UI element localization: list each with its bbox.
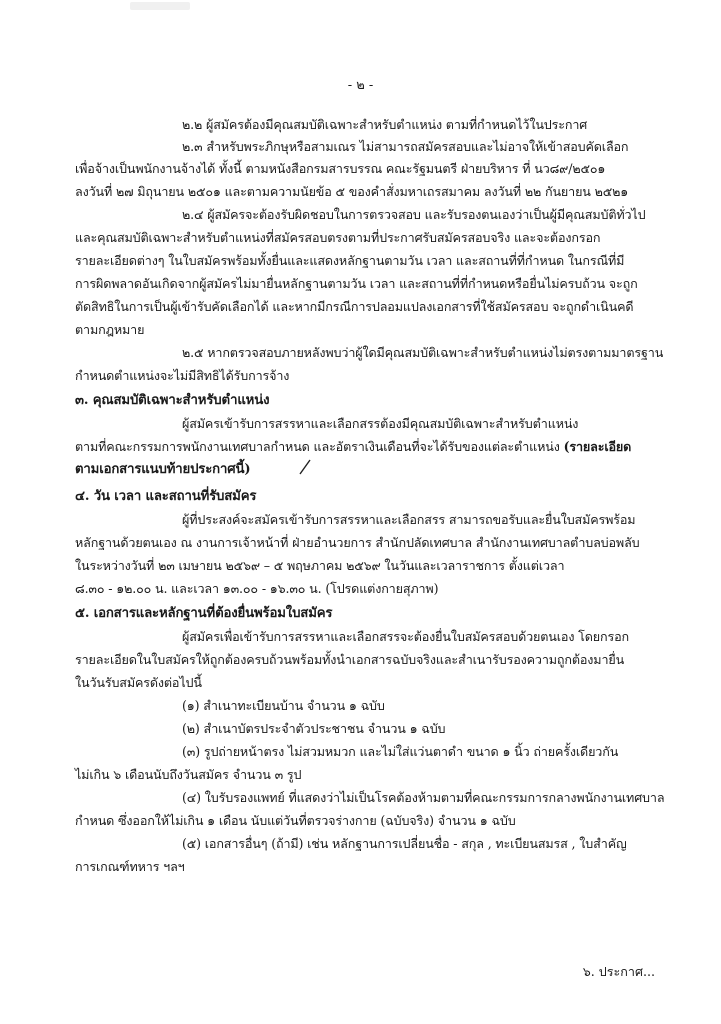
text-line: หลักฐานด้วยตนเอง ณ งานการเจ้าหน้าที่ ฝ่ายอำนวยการ สำนักปลัดเทศบาล สำนักงานเทศบาลตำบลบ่อพลับ	[75, 535, 640, 550]
text-line: ผู้ที่ประสงค์จะสมัครเข้ารับการสรรหาและเลือกสรร สามารถขอรับและยื่นใบสมัครพร้อม	[182, 512, 636, 527]
text-line: ตัดสิทธิในการเป็นผู้เข้ารับคัดเลือกได้ และหากมีกรณีการปลอมแปลงเอกสารที่ใช้สมัครสอบ จะถูกดำเนินคดี	[75, 299, 634, 314]
doc-item-4: (๔) ใบรับรองแพทย์ ที่แสดงว่าไม่เป็นโรคต้องห้ามตามที่คณะกรรมการกลางพนักงานเทศบาล	[182, 790, 665, 805]
text-line: รายละเอียดในใบสมัครให้ถูกต้องครบถ้วนพร้อมทั้งนำเอกสารฉบับจริงและสำเนารับรองความถูกต้องมายื่น	[75, 652, 625, 667]
slash-mark-icon	[298, 458, 312, 476]
text-line: และคุณสมบัติเฉพาะสำหรับตำแหน่งที่สมัครสอบตรงตามที่ประกาศรับสมัครสอบจริง และจะต้องกรอก	[75, 230, 601, 245]
text-line: ลงวันที่ ๒๗ มิถุนายน ๒๕๐๑ และตามความนัยข้อ ๕ ของคำสั่งมหาเถรสมาคม ลงวันที่ ๒๒ กันยายน ๒๕๒๑	[75, 184, 629, 199]
clause-2-5: ๒.๕ หากตรวจสอบภายหลังพบว่าผู้ใดมีคุณสมบัติเฉพาะสำหรับตำแหน่งไม่ตรงตามมาตรฐาน	[182, 345, 664, 360]
section-heading-4: ๔. วัน เวลา และสถานที่รับสมัคร	[75, 489, 257, 504]
text-line: ตามกฎหมาย	[75, 322, 145, 337]
text-line: รายละเอียดต่างๆ ในใบสมัครพร้อมทั้งยื่นและแสดงหลักฐานตามวัน เวลา และสถานที่ที่กำหนด ในกรณีที่มี	[75, 253, 625, 268]
attachment-note: (รายละเอียด	[563, 439, 632, 454]
text-line	[75, 439, 631, 455]
clause-2-2: ๒.๒ ผู้สมัครต้องมีคุณสมบัติเฉพาะสำหรับตำแหน่ง ตามที่กำหนดไว้ในประกาศ	[182, 117, 588, 132]
page-number: - ๒ -	[347, 78, 374, 93]
text-line: การผิดพลาดอันเกิดจากผู้สมัครไม่มายื่นหลักฐานตามวัน เวลา และสถานที่ที่กำหนดหรือยื่นไม่ครบถ้วน จะถูก	[75, 276, 638, 291]
text-line: ไม่เกิน ๖ เดือนนับถึงวันสมัคร จำนวน ๓ รูป	[75, 767, 302, 782]
clause-2-3: ๒.๓ สำหรับพระภิกษุหรือสามเณร ไม่สามารถสมัครสอบและไม่อาจให้เข้าสอบคัดเลือก	[182, 139, 629, 154]
doc-item-2: (๒) สำเนาบัตรประจำตัวประชาชน จำนวน ๑ ฉบับ	[182, 721, 446, 736]
section-heading-3: ๓. คุณสมบัติเฉพาะสำหรับตำแหน่ง	[75, 393, 270, 408]
clause-2-4: ๒.๔ ผู้สมัครจะต้องรับผิดชอบในการตรวจสอบ และรับรองตนเองว่าเป็นผู้มีคุณสมบัติทั่วไป	[182, 207, 646, 222]
text-line: กำหนด ซึ่งออกให้ไม่เกิน ๑ เดือน นับแต่วันที่ตรวจร่างกาย (ฉบับจริง) จำนวน ๑ ฉบับ	[75, 813, 516, 828]
text-span: ตามที่คณะกรรมการพนักงานเทศบาลกำหนด และอัตราเงินเดือนที่จะได้รับของแต่ละตำแหน่ง	[75, 439, 560, 454]
continuation-footer: ๖. ประกาศ...	[582, 964, 655, 979]
doc-item-5: (๕) เอกสารอื่นๆ (ถ้ามี) เช่น หลักฐานการเปลี่ยนชื่อ - สกุล , ทะเบียนสมรส , ใบสำคัญ	[182, 836, 627, 851]
text-line: ในระหว่างวันที่ ๒๓ เมษายน ๒๕๖๙ – ๕ พฤษภาคม ๒๕๖๙ ในวันและเวลาราชการ ตั้งแต่เวลา	[75, 558, 565, 573]
doc-item-3: (๓) รูปถ่ายหน้าตรง ไม่สวมหมวก และไม่ใส่แว่นตาดำ ขนาด ๑ นิ้ว ถ่ายครั้งเดียวกัน	[182, 744, 619, 759]
office-hours: ๘.๓๐ - ๑๒.๐๐ น. และเวลา ๑๓.๐๐ - ๑๖.๓๐ น. (โปรดแต่งกายสุภาพ)	[75, 581, 439, 596]
doc-item-1: (๑) สำเนาทะเบียนบ้าน จำนวน ๑ ฉบับ	[182, 698, 385, 713]
text-line: ผู้สมัครเข้ารับการสรรหาและเลือกสรรต้องมีคุณสมบัติเฉพาะสำหรับตำแหน่ง	[182, 416, 579, 431]
text-line: ผู้สมัครเพื่อเข้ารับการสรรหาและเลือกสรรจะต้องยื่นใบสมัครสอบด้วยตนเอง โดยกรอก	[182, 629, 630, 644]
text-line: เพื่อจ้างเป็นพนักงานจ้างได้ ทั้งนี้ ตามหนังสือกรมสารบรรณ คณะรัฐมนตรี ฝ่ายบริหาร ที่ นว๘๙/๒๕๐๑	[75, 161, 606, 176]
text-line: การเกณฑ์ทหาร ฯลฯ	[75, 859, 185, 874]
text-line: กำหนดตำแหน่งจะไม่มีสิทธิได้รับการจ้าง	[75, 368, 290, 383]
section-heading-5: ๕. เอกสารและหลักฐานที่ต้องยื่นพร้อมใบสมัคร	[75, 606, 333, 621]
text-line: ในวันรับสมัครดังต่อไปนี้	[75, 675, 202, 690]
attachment-note-cont: ตามเอกสารแนบท้ายประกาศนี้)	[75, 462, 251, 477]
scan-artifact	[130, 2, 190, 10]
